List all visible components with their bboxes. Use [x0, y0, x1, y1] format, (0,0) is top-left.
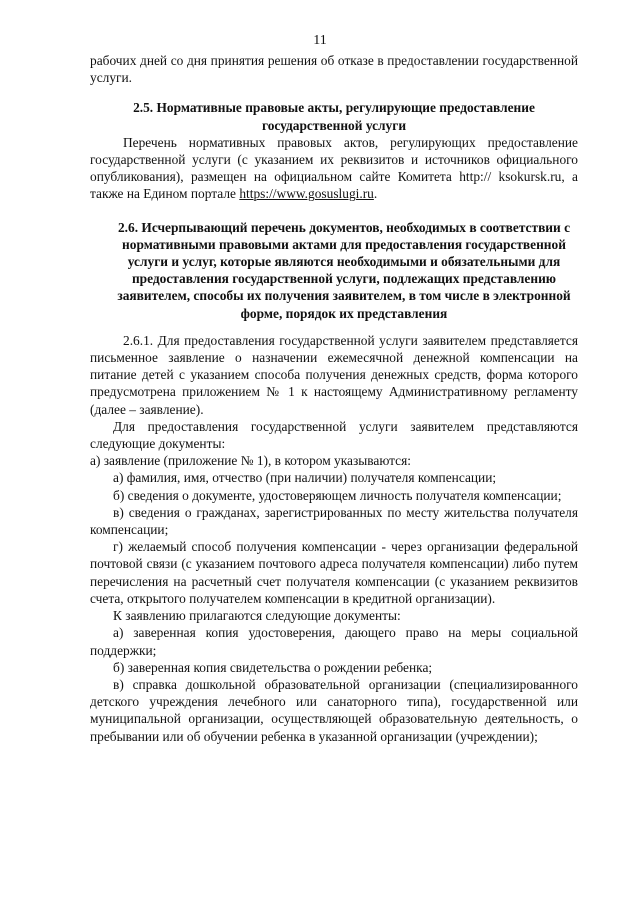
- list-item-a-name: а) фамилия, имя, отчество (при наличии) получателя компенсации;: [113, 470, 497, 486]
- section-2-5-heading: [90, 99, 578, 133]
- continuation-paragraph: рабочих дней со дня принятия решения об отказе в предоставлении государственной услуги.: [90, 53, 578, 86]
- link-suffix: .: [373, 186, 378, 202]
- document-body: [90, 52, 578, 745]
- list-item-v-school-reference: в) справка дошкольной образовательной организации (специализированного детского учреждения лечебного или санаторного типа), государственной или муниципальной организации, осуществляющей образовательную деятельность, о пребывании или об обучении ребенка в указанной организации (учреждении);: [90, 676, 578, 744]
- list-item-v-residents: в) сведения о гражданах, зарегистрированных по месту жительства получателя компенсации;: [90, 504, 578, 538]
- paragraph-docs-intro: Для предоставления государственной услуги заявителем представляются следующие документы:: [90, 418, 578, 452]
- section-2-5-heading-line2: государственной услуги: [261, 117, 407, 133]
- list-item-b-birth-certificate: б) заверенная копия свидетельства о рождении ребенка;: [113, 659, 433, 675]
- paragraph-attach-intro: К заявлению прилагаются следующие документы:: [113, 608, 401, 624]
- page-number: 11: [313, 33, 327, 48]
- list-item-a-certificate-copy: а) заверенная копия удостоверения, дающего право на меры социальной поддержки;: [90, 625, 578, 658]
- section-2-5-heading-line1: 2.5. Нормативные правовые акты, регулирующие предоставление: [133, 100, 535, 116]
- paragraph-statement: а) заявление (приложение № 1), в котором указываются:: [90, 453, 412, 469]
- section-2-5-paragraph: [90, 134, 578, 203]
- list-item-b-identity: б) сведения о документе, удостоверяющем личность получателя компенсации;: [113, 487, 562, 503]
- list-item-g-payment-method: г) желаемый способ получения компенсации - через организации федеральной почтовой связи (с указанием почтового адреса получателя компенсации) либо путем перечисления на расчетный счет получателя компенсации (с указанием реквизитов счета, открытого получателем компенсации в кредитной организации).: [90, 539, 578, 606]
- section-2-5-text: Перечень нормативных правовых актов, регулирующих предоставление государственной услуги (с указанием их реквизитов и источников официального опубликования), размещен на официальном сайте Комитета http:// ksokursk.ru, а также на Едином портале: [90, 134, 578, 202]
- gosuslugi-link[interactable]: https://www.gosuslugi.ru: [239, 186, 374, 202]
- paragraph-2-6-1: 2.6.1. Для предоставления государственной услуги заявителем представляется письменное заявление о назначении ежемесячной денежной компенсации на питание детей с указанием способа получения денежных средств, форма которого предусмотрена приложением № 1 к настоящему Административному регламенту (далее – заявление).: [90, 332, 578, 417]
- section-2-6-heading: 2.6. Исчерпывающий перечень документов, необходимых в соответствии с нормативными правовыми актами для предоставления государственной услуги и услуг, которые являются необходимыми и обязательными для предоставления государственной услуги, подлежащих представлению заявителем, способы их получения заявителем, в том числе в электронной форме, порядок их представления: [117, 219, 571, 321]
